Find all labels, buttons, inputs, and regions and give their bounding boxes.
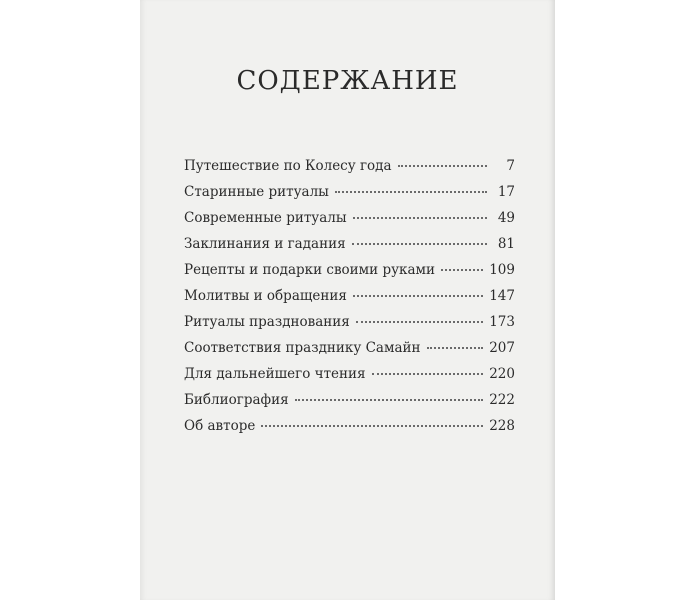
toc-entry — [184, 288, 515, 314]
toc-entry-page-number: 81 — [497, 236, 515, 252]
toc-dot-leader — [353, 217, 487, 219]
toc-dot-leader — [356, 321, 483, 323]
toc-entry — [184, 210, 515, 236]
toc-entry-page-number: 7 — [506, 158, 515, 174]
toc-entry — [184, 184, 515, 210]
toc-dot-leader — [353, 295, 483, 297]
toc-entry-label: Библиография — [184, 392, 289, 408]
toc-dot-leader — [372, 373, 484, 375]
toc-dot-leader — [427, 347, 484, 349]
toc-entry — [184, 366, 515, 392]
toc-entry-page-number: 17 — [497, 184, 515, 200]
toc-entry-page-number: 109 — [489, 262, 515, 278]
toc-entry-label: Заклинания и гадания — [184, 236, 346, 252]
toc-entry-label: Ритуалы празднования — [184, 314, 350, 330]
toc-entry-page-number: 207 — [489, 340, 515, 356]
toc-dot-leader — [352, 243, 487, 245]
toc-entry-page-number: 220 — [489, 366, 515, 382]
toc-entry — [184, 158, 515, 184]
toc-entry-page-number: 147 — [489, 288, 515, 304]
toc-entry-label: Об авторе — [184, 418, 256, 434]
toc-entry — [184, 340, 515, 366]
toc-dot-leader — [398, 165, 487, 167]
toc-dot-leader — [261, 425, 483, 427]
toc-entry — [184, 418, 515, 444]
toc-entry-label: Для дальнейшего чтения — [184, 366, 366, 382]
toc-entry-label: Рецепты и подарки своими руками — [184, 262, 436, 278]
toc-entry-label: Соответствия празднику Самайн — [184, 340, 421, 356]
toc-entry-label: Старинные ритуалы — [184, 184, 329, 200]
toc-entry-page-number: 228 — [489, 418, 515, 434]
toc-entry-page-number: 49 — [497, 210, 515, 226]
toc-entry — [184, 314, 515, 340]
toc-entry-label: Молитвы и обращения — [184, 288, 347, 304]
toc-entry-page-number: 222 — [489, 392, 515, 408]
book-page — [140, 0, 555, 600]
toc-entry-label: Современные ритуалы — [184, 210, 347, 226]
toc-dot-leader — [335, 191, 487, 193]
toc-entry — [184, 392, 515, 418]
page-title: СОДЕРЖАНИЕ — [236, 66, 459, 96]
toc-entry-page-number: 173 — [489, 314, 515, 330]
toc-dot-leader — [295, 399, 484, 401]
toc-entry — [184, 236, 515, 262]
table-of-contents — [184, 158, 515, 444]
toc-entry-label: Путешествие по Колесу года — [184, 158, 392, 174]
toc-dot-leader — [441, 269, 483, 271]
toc-entry — [184, 262, 515, 288]
